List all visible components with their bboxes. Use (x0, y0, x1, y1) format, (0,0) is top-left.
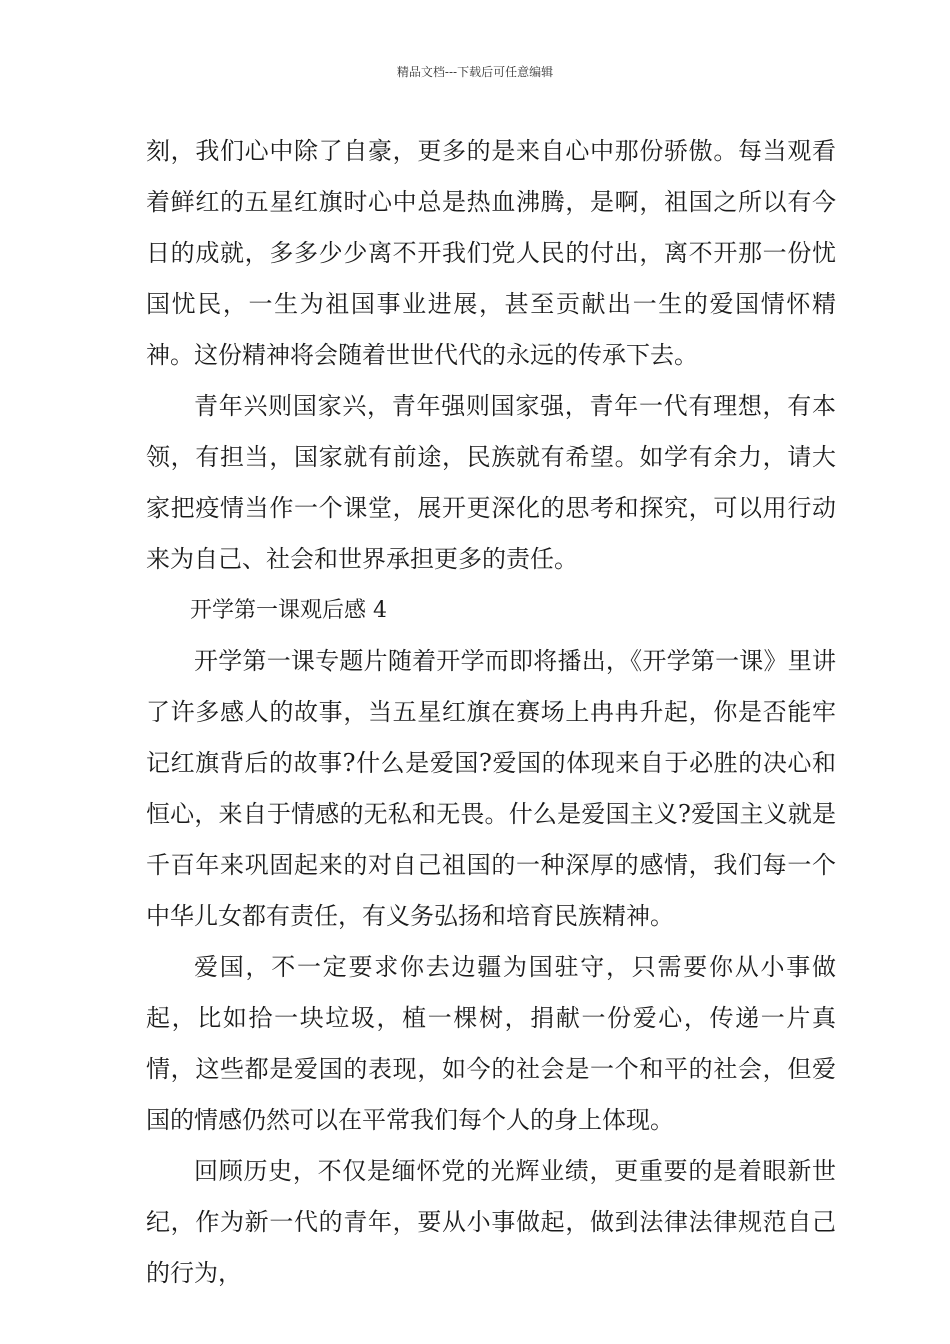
paragraph: 爱国，不一定要求你去边疆为国驻守，只需要你从小事做起，比如拾一块垃圾，植一棵树，捐献一份爱心，传递一片真情，这些都是爱国的表现，如今的社会是一个和平的社会，但爱国的情感仍然可以在平常我们每个人的身上体现。 (146, 953, 836, 1134)
paragraph: 开学第一课专题片随着开学而即将播出，《开学第一课》里讲了许多感人的故事，当五星红旗在赛场上冉冉升起，你是否能牢记红旗背后的故事?什么是爱国?爱国的体现来自于必胜的决心和恒心，来自于情感的无私和无畏。什么是爱国主义?爱国主义就是千百年来巩固起来的对自己祖国的一种深厚的感情，我们每一个中华儿女都有责任，有义务弘扬和培育民族精神。 (146, 647, 836, 930)
section-title: 开学第一课观后感 4 (190, 598, 387, 623)
paragraph: 回顾历史，不仅是缅怀党的光辉业绩，更重要的是着眼新世纪，作为新一代的青年，要从小事做起，做到法律法律规范自己的行为， (146, 1157, 836, 1287)
document-body (146, 126, 836, 1299)
paragraph: 青年兴则国家兴，青年强则国家强，青年一代有理想，有本领，有担当，国家就有前途，民族就有希望。如学有余力，请大家把疫情当作一个课堂，展开更深化的思考和探究，可以用行动来为自己、社会和世界承担更多的责任。 (146, 392, 836, 573)
page-header: 精品文档---下载后可任意编辑 (396, 65, 554, 79)
paragraph-continuation: 刻，我们心中除了自豪，更多的是来自心中那份骄傲。每当观看着鲜红的五星红旗时心中总是热血沸腾，是啊，祖国之所以有今日的成就，多多少少离不开我们党人民的付出，离不开那一份忧国忧民，一生为祖国事业进展，甚至贡献出一生的爱国情怀精神。这份精神将会随着世世代代的永远的传承下去。 (146, 137, 836, 369)
